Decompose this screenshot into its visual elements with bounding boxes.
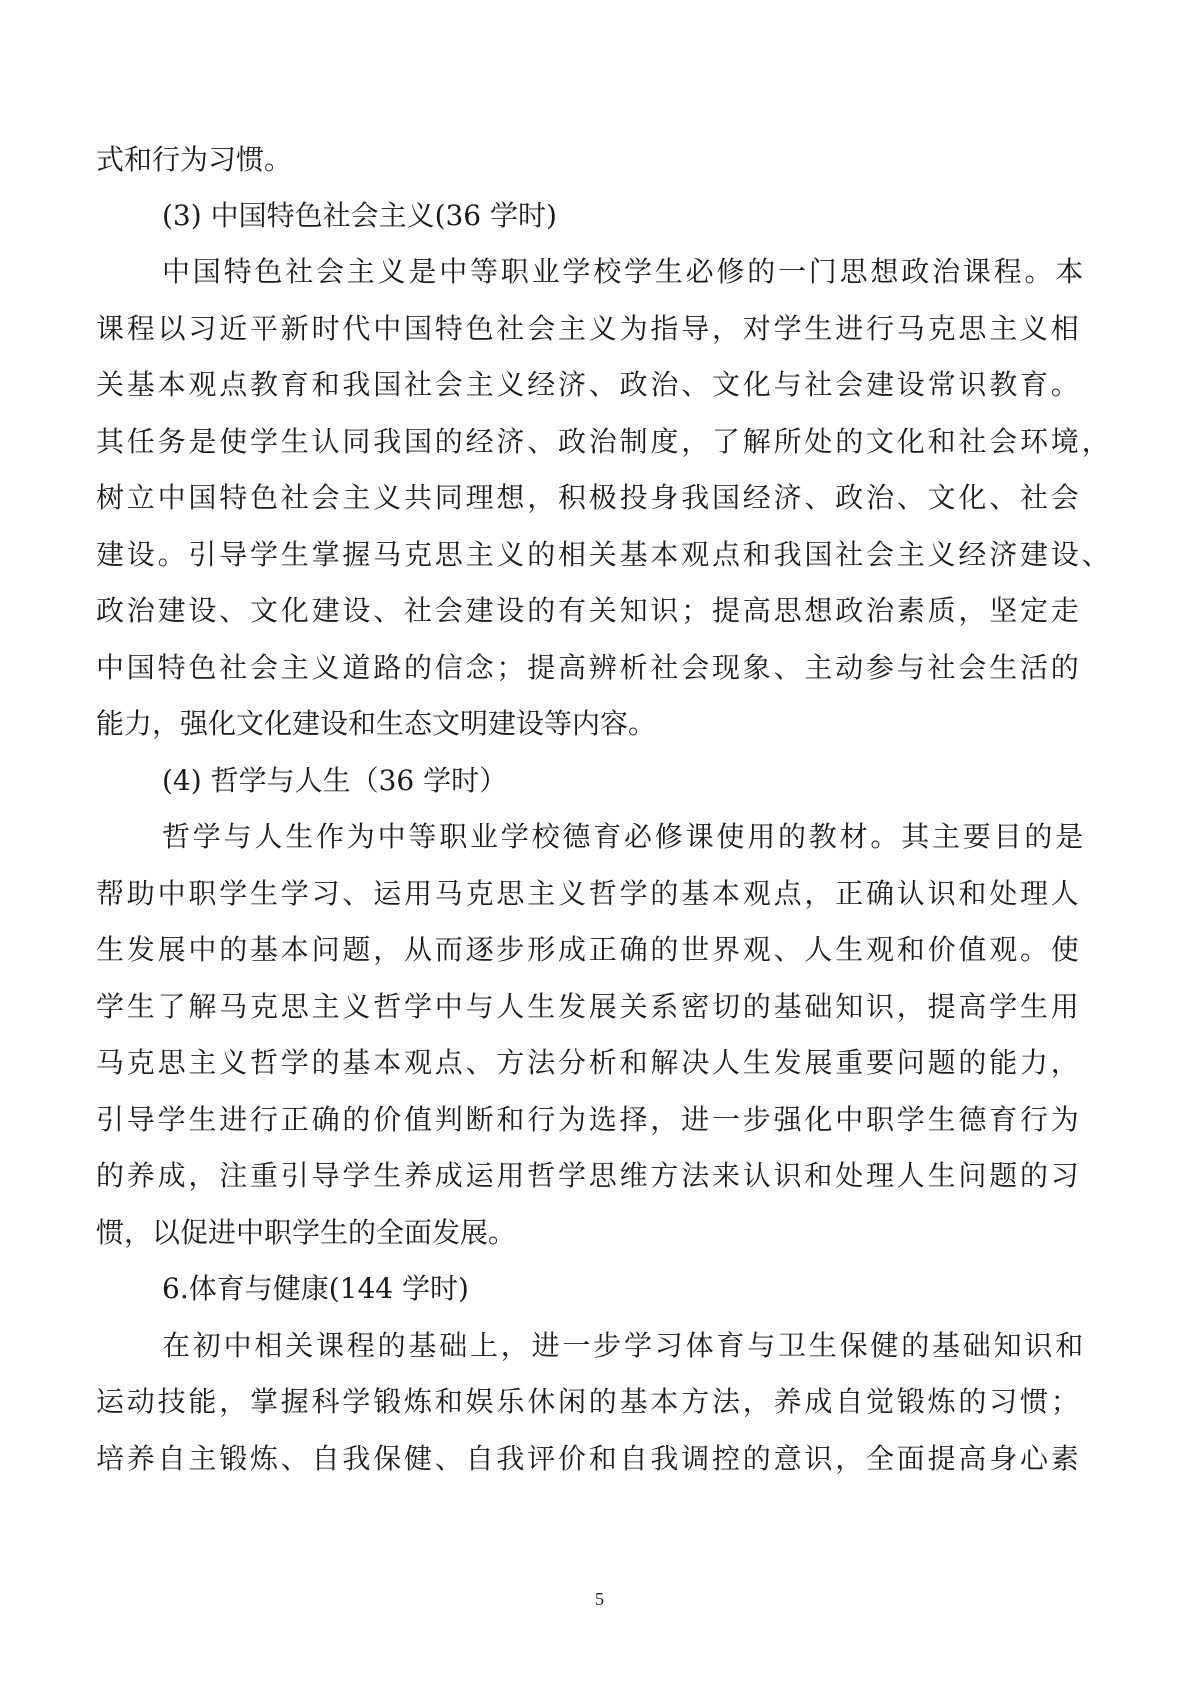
paragraph-line: 能力，强化文化建设和生态文明建设等内容。 <box>96 707 657 740</box>
paragraph-line: 建设。引导学生掌握马克思主义的相关基本观点和我国社会主义经济建设、 <box>96 538 1113 571</box>
paragraph-line: 生发展中的基本问题，从而逐步形成正确的世界观、人生观和价值观。使 <box>96 933 1082 966</box>
paragraph-line: 运动技能，掌握科学锻炼和娱乐休闲的基本方法，养成自觉锻炼的习惯； <box>96 1385 1082 1418</box>
text-line: 式和行为习惯。 <box>96 143 293 176</box>
section-heading: (4) 哲学与人生（36 学时） <box>162 764 508 797</box>
paragraph-line: 树立中国特色社会主义共同理想，积极投身我国经济、政治、文化、社会 <box>96 481 1082 514</box>
paragraph-line: 课程以习近平新时代中国特色社会主义为指导，对学生进行马克思主义相 <box>96 312 1082 345</box>
paragraph-line: 中国特色社会主义道路的信念；提高辨析社会现象、主动参与社会生活的 <box>96 651 1082 684</box>
paragraph-line: 马克思主义哲学的基本观点、方法分析和解决人生发展重要问题的能力， <box>96 1046 1082 1079</box>
paragraph-line: 引导学生进行正确的价值判断和行为选择，进一步强化中职学生德育行为 <box>96 1103 1082 1136</box>
section-heading: (3) 中国特色社会主义(36 学时) <box>162 199 557 232</box>
paragraph-line: 中国特色社会主义是中等职业学校学生必修的一门思想政治课程。本 <box>162 255 1087 288</box>
section-heading: 6.体育与健康(144 学时) <box>162 1272 469 1305</box>
paragraph-line: 培养自主锻炼、自我保健、自我评价和自我调控的意识，全面提高身心素 <box>96 1442 1082 1475</box>
paragraph-line: 其任务是使学生认同我国的经济、政治制度，了解所处的文化和社会环境， <box>96 425 1113 458</box>
paragraph-line: 在初中相关课程的基础上，进一步学习体育与卫生保健的基础知识和 <box>162 1329 1087 1362</box>
page-number: 5 <box>595 1589 604 1609</box>
paragraph-line: 惯，以促进中职学生的全面发展。 <box>96 1216 517 1249</box>
paragraph-line: 的养成，注重引导学生养成运用哲学思维方法来认识和处理人生问题的习 <box>96 1159 1082 1192</box>
paragraph-line: 学生了解马克思主义哲学中与人生发展关系密切的基础知识，提高学生用 <box>96 990 1082 1023</box>
paragraph-line: 哲学与人生作为中等职业学校德育必修课使用的教材。其主要目的是 <box>162 820 1087 853</box>
paragraph-line: 政治建设、文化建设、社会建设的有关知识；提高思想政治素质，坚定走 <box>96 594 1082 627</box>
paragraph-line: 关基本观点教育和我国社会主义经济、政治、文化与社会建设常识教育。 <box>96 368 1082 401</box>
paragraph-line: 帮助中职学生学习、运用马克思主义哲学的基本观点，正确认识和处理人 <box>96 877 1082 910</box>
